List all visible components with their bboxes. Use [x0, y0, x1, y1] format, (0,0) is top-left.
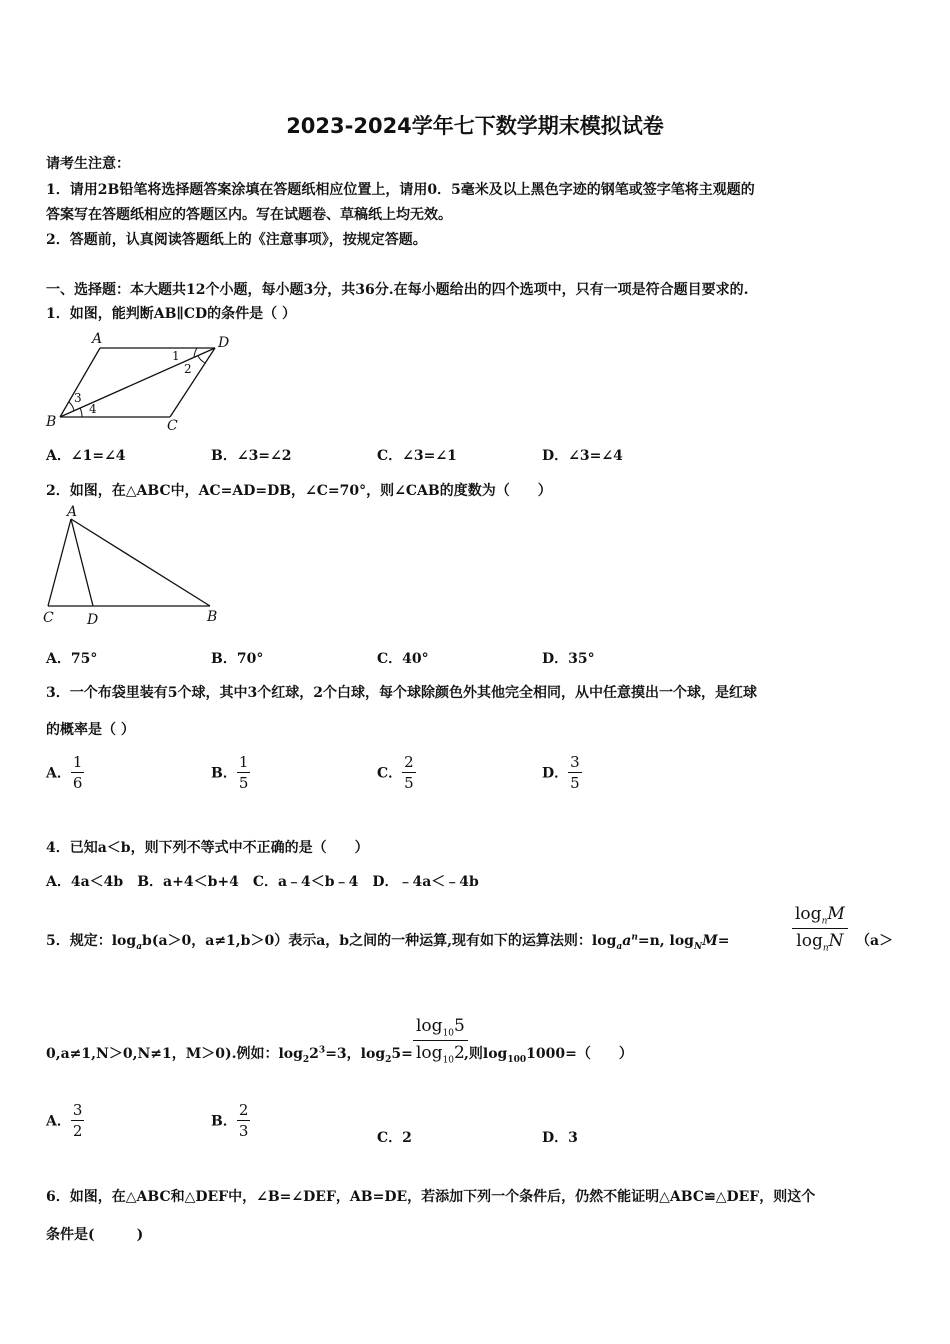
question-1-figure: [40, 330, 240, 435]
question-1-option-d[interactable]: D．∠3=∠4: [542, 448, 623, 464]
question-1-option-c[interactable]: C．∠3=∠1: [377, 448, 457, 464]
question-6-stem-1: 6．如图，在△ABC和△DEF中，∠B=∠DEF，AB=DE，若添加下列一个条件后，仍然不能证明△ABC≌△DEF，则这个: [46, 1189, 816, 1205]
fig2-label-d: D: [87, 612, 99, 628]
question-3-option-d[interactable]: D． $\frac{3}{5}$: [542, 753, 580, 792]
question-5-example-fraction: $\frac{\log_{10}5}{\log_{10}2}$: [413, 1016, 468, 1066]
question-2-option-c[interactable]: C．40°: [377, 651, 429, 667]
fig2-label-a: A: [67, 505, 78, 520]
question-5-option-a[interactable]: A． $\frac{3}{2}$: [46, 1101, 83, 1140]
notice-line-1b: 答案写在答题纸相应的答题区内。写在试题卷、草稿纸上均无效。: [46, 207, 452, 223]
question-5-option-b[interactable]: B． $\frac{2}{3}$: [211, 1101, 249, 1140]
notice-heading: 请考生注意：: [46, 156, 130, 172]
question-4-stem: 4．已知a＜b，则下列不等式中不正确的是（ ）: [46, 840, 369, 856]
question-5-line-2: 0,a≠1,N＞0,N≠1，M＞0).例如：$\log_22^3=3$，$\log_25=$: [46, 1045, 413, 1065]
question-3-stem-2: 的概率是（ ）: [46, 722, 135, 738]
section-1-heading: 一、选择题：本大题共12个小题，每小题3分，共36分.在每小题给出的四个选项中，只有一项是符合题目要求的.: [46, 282, 749, 298]
fig1-angle-2: 2: [184, 362, 192, 376]
page-title: 2023-2024学年七下数学期末模拟试卷: [286, 114, 664, 138]
question-3-stem-1: 3．一个布袋里装有5个球，其中3个红球，2个白球，每个球除颜色外其他完全相同，从中任意摸出一个球，是红球: [46, 685, 757, 701]
fig1-label-b: B: [46, 414, 57, 430]
fig1-label-c: C: [167, 418, 178, 434]
question-3-option-c[interactable]: C． $\frac{2}{5}$: [377, 753, 414, 792]
question-5-option-d[interactable]: D．3: [542, 1130, 578, 1146]
question-2-stem: 2．如图，在△ABC中，AC=AD=DB，∠C=70°，则∠CAB的度数为（ ）: [46, 483, 552, 499]
question-4-options[interactable]: A．4a＜4b B．a+4＜b+4 C．a﹣4＜b﹣4 D．﹣4a＜﹣4b: [46, 874, 479, 890]
question-1-option-b[interactable]: B．∠3=∠2: [211, 448, 292, 464]
fig1-label-a: A: [92, 331, 103, 347]
fig1-angle-3: 3: [74, 391, 82, 405]
question-3-option-a[interactable]: A． $\frac{1}{6}$: [46, 753, 83, 792]
question-6-stem-2: 条件是( ): [46, 1227, 144, 1243]
question-5-line-2-tail: ,则$\log_{100}1000=$（ ）: [464, 1046, 633, 1065]
question-2-option-a[interactable]: A．75°: [46, 651, 98, 667]
question-5-line-1: 5．规定：$\log_ab(a>0$，a≠1,b＞0）表示a，b之间的一种运算,现有如下的运算法则：$\log_aa^n=n$, $\log_NM=$: [46, 932, 730, 952]
question-2-option-b[interactable]: B．70°: [211, 651, 264, 667]
question-5-line-1-tail: （a＞: [856, 933, 894, 949]
question-2-figure: [40, 505, 230, 630]
question-1-option-a[interactable]: A．∠1=∠4: [46, 448, 126, 464]
question-2-option-d[interactable]: D．35°: [542, 651, 595, 667]
question-3-option-b[interactable]: B． $\frac{1}{5}$: [211, 753, 249, 792]
fig1-label-d: D: [218, 335, 230, 351]
fig2-label-c: C: [43, 610, 54, 626]
question-5-option-c[interactable]: C．2: [377, 1130, 412, 1146]
notice-line-1: 1．请用2B铅笔将选择题答案涂填在答题纸相应位置上，请用0．5毫米及以上黑色字迹的钢笔或签字笔将主观题的: [46, 182, 755, 198]
question-5-formula-fraction: $\frac{\log_nM}{\log_nN}$: [792, 904, 848, 954]
notice-line-2: 2．答题前，认真阅读答题纸上的《注意事项》，按规定答题。: [46, 232, 427, 248]
fig1-angle-4: 4: [89, 402, 97, 416]
fig1-angle-1: 1: [172, 349, 180, 363]
fig2-label-b: B: [207, 609, 218, 625]
question-1-stem: 1．如图，能判断AB∥CD的条件是（ ）: [46, 306, 297, 322]
